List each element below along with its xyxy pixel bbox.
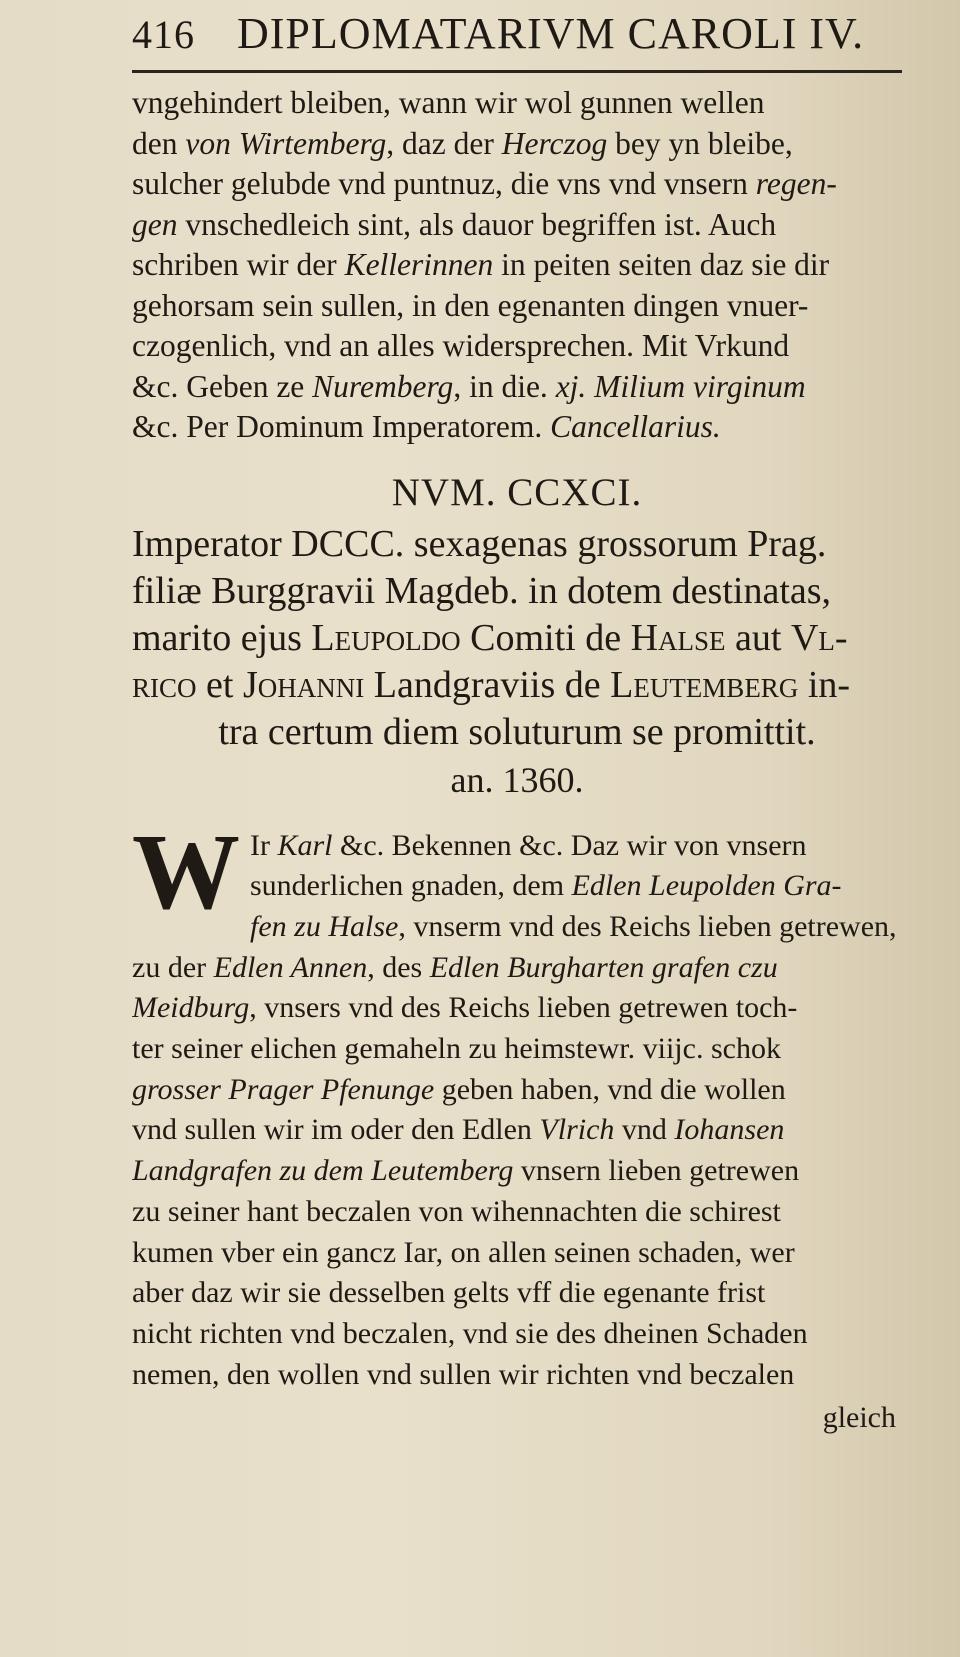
italic-text: Iohansen [674, 1113, 785, 1147]
drop-cap: W [132, 812, 240, 932]
text-line [132, 164, 902, 205]
small-caps-text: rico [132, 663, 197, 706]
text-line [132, 948, 902, 989]
text-span: in- [798, 663, 851, 706]
text-line [250, 866, 902, 907]
text-line [132, 521, 902, 568]
text-line [132, 662, 902, 709]
text-span: vngehindert bleiben, wann wir wol gunnen wellen [132, 85, 765, 120]
italic-text: fen zu Halse [250, 909, 399, 943]
text-span: vnd [614, 1113, 675, 1147]
italic-text: Vlrich [539, 1113, 615, 1147]
small-caps-text: Leutemberg [610, 663, 799, 706]
document-number: NVM. CCXCI. [391, 470, 643, 514]
text-span: geben haben, vnd die wollen [434, 1072, 786, 1106]
small-caps-text: Johanni [242, 663, 365, 706]
text-span: den [132, 125, 186, 161]
italic-text: Edlen Burgharten grafen czu [429, 950, 778, 984]
italic-text: Landgrafen zu dem Leutemberg [132, 1154, 514, 1188]
text-span: aber daz wir sie desselben gelts vff die egenante frist [132, 1276, 766, 1310]
italic-text: Edlen Leupolden Gra- [571, 869, 842, 903]
text-span: marito ejus [132, 616, 312, 659]
text-span: schriben wir der [132, 247, 345, 282]
text-line [132, 615, 902, 662]
italic-text: Meidburg [132, 991, 250, 1025]
text-span: vnschedleich sint, als dauor begriffen ist. Auch [177, 206, 777, 242]
text-span: Landgraviis de [364, 663, 611, 706]
text-span: ter seiner elichen gemaheln zu heimstewr. viijc. schok [132, 1032, 781, 1066]
text-line [132, 1192, 902, 1233]
text-span: Imperator DCCC. sexagenas grossorum Prag. [132, 522, 827, 565]
text-span: Ir [250, 828, 278, 862]
text-span: in peiten seiten daz sie dir [493, 247, 830, 282]
text-line [132, 367, 902, 408]
charter-text [132, 812, 902, 1396]
text-span: vnd sullen wir im oder den Edlen [132, 1113, 540, 1147]
italic-text: Nuremberg [312, 368, 454, 404]
text-span: nicht richten vnd beczalen, vnd sie des dheinen Schaden [132, 1316, 808, 1350]
text-line [250, 907, 902, 948]
document-date: an. 1360. [450, 759, 584, 800]
page-header [132, 8, 902, 73]
text-span: gehorsam sein sullen, in den egenanten dingen vnuer- [132, 287, 809, 323]
italic-text: regen- [755, 166, 837, 201]
text-span: zu der [132, 950, 214, 984]
text-line [132, 988, 902, 1029]
text-line [132, 709, 902, 756]
text-span: czogenlich, vnd an alles widersprechen. Mit Vrkund [132, 328, 790, 363]
italic-text: Cancellarius. [550, 409, 721, 444]
page-number: 416 [132, 12, 195, 57]
italic-text: Herczog [501, 125, 608, 161]
text-line [132, 1110, 902, 1151]
text-span: filiæ Burggravii Magdeb. in dotem destinatas, [132, 569, 832, 612]
italic-text: grosser Prager Pfenunge [132, 1072, 435, 1106]
text-line [132, 245, 902, 286]
text-span: tra certum diem soluturum se promittit. [218, 710, 816, 753]
text-span: aut [725, 616, 791, 659]
text-span: , vnsers vnd des Reichs lieben getrewen toch- [249, 991, 798, 1025]
text-line [132, 1314, 902, 1355]
text-line [132, 1355, 902, 1396]
text-line [132, 124, 902, 165]
text-line [132, 326, 902, 367]
text-span: vnsern lieben getrewen [513, 1154, 800, 1188]
text-span: kumen vber ein gancz Iar, on allen seinen schaden, wer [132, 1235, 795, 1269]
text-span: sunderlichen gnaden, dem [250, 869, 572, 903]
text-span: et [196, 663, 243, 706]
text-line [132, 1151, 902, 1192]
text-line [132, 1070, 902, 1111]
text-span: , des [367, 950, 430, 984]
text-span: , in die. [453, 368, 556, 404]
text-span: &c. Per Dominum Imperatorem. [132, 409, 551, 444]
running-title: DIPLOMATARIVM CAROLI IV. [237, 9, 865, 58]
text-span: sulcher gelubde vnd puntnuz, die vns vnd vnsern [132, 166, 756, 201]
small-caps-text: Halse [630, 616, 726, 659]
text-line [132, 568, 902, 615]
text-line [132, 205, 902, 246]
document-summary [132, 521, 902, 756]
text-line [132, 1273, 902, 1314]
catchword: gleich [822, 1401, 896, 1435]
text-line [132, 83, 902, 124]
text-span: , daz der [386, 125, 502, 161]
text-span: zu seiner hant beczalen von wihennachten die schirest [132, 1194, 781, 1228]
italic-text: Karl [277, 828, 333, 862]
small-caps-text: Vl- [790, 616, 848, 659]
italic-text: von Wirtemberg [185, 125, 387, 161]
text-line [132, 286, 902, 327]
small-caps-text: Leupoldo [311, 616, 461, 659]
italic-text: xj. Milium virginum [555, 368, 806, 404]
text-line [132, 407, 902, 448]
page-body [132, 83, 902, 1435]
italic-text: Kellerinnen [344, 247, 494, 282]
text-span: &c. Bekennen &c. Daz wir von vnsern [332, 828, 807, 862]
previous-document-ending [132, 83, 902, 448]
text-span: &c. Geben ze [132, 368, 313, 404]
text-span: bey yn bleibe, [607, 125, 793, 161]
text-line [250, 826, 902, 867]
text-span: nemen, den wollen vnd sullen wir richten vnd beczalen [132, 1357, 795, 1391]
italic-text: Edlen Annen [213, 950, 368, 984]
italic-text: gen [132, 206, 178, 242]
text-span: , vnserm vnd des Reichs lieben getrewen, [398, 909, 897, 943]
text-line [132, 1233, 902, 1274]
text-span: Comiti de [460, 616, 631, 659]
text-line [132, 1029, 902, 1070]
